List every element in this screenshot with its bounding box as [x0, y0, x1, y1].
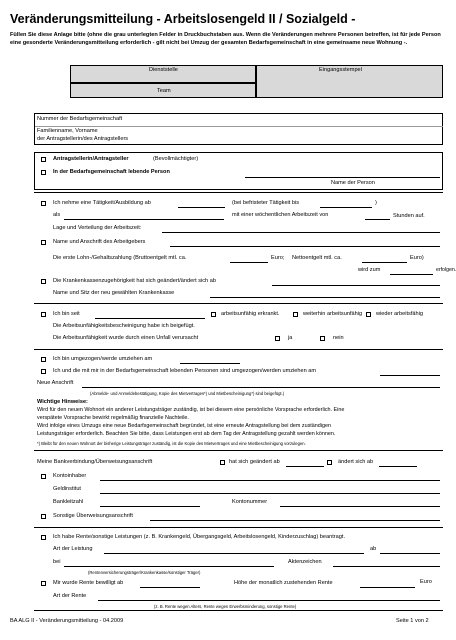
weiterhin-label: weiterhin arbeitsunfähig: [303, 311, 363, 317]
erkrankt-label: arbeitsunfähig erkrankt.: [221, 311, 280, 317]
art-rente-line[interactable]: [98, 600, 440, 601]
arbeitgeber-checkbox[interactable]: [41, 240, 46, 245]
kontonummer-line[interactable]: [280, 506, 440, 507]
weiterhin-checkbox[interactable]: [293, 312, 298, 317]
antragsteller-label: Antragstellerin/Antragsteller: [53, 156, 129, 162]
antragsteller-checkbox[interactable]: [41, 157, 46, 162]
umzug-alle-checkbox[interactable]: [41, 369, 46, 374]
arbeitszeit-label: mit einer wöchentlichen Arbeitszeit von: [232, 212, 329, 218]
bank-aendert-label: ändert sich ab: [338, 459, 374, 465]
stunden-label: Stunden auf.: [393, 213, 425, 219]
footer-page-number: Seite 1 von 2: [396, 618, 429, 624]
umzug-alle-label: Ich und die mit mir in der Bedarfsgemeinschaft lebenden Personen sind umgezogen/werden umziehen am: [53, 368, 317, 374]
rente-bewilligt-label: Mir wurde Rente bewilligt ab: [53, 580, 124, 586]
art-leistung-line[interactable]: [104, 553, 364, 554]
name-input[interactable]: [200, 126, 442, 144]
bei-label: bei: [53, 559, 61, 565]
eingangsstempel-label: Eingangsstempel: [319, 67, 362, 73]
sonstige-line[interactable]: [150, 520, 440, 521]
geldinstitut-label: Geldinstitut: [53, 486, 81, 492]
sonstige-label: Sonstige Überweisungsanschrift: [53, 513, 133, 519]
umzug-date-line[interactable]: [180, 363, 240, 364]
unfall-ja-checkbox[interactable]: [275, 336, 280, 341]
taetigkeit-checkbox[interactable]: [41, 201, 46, 206]
umzug-checkbox[interactable]: [41, 357, 46, 362]
blz-label: Bankleitzahl: [53, 499, 84, 505]
kontoinhaber-checkbox[interactable]: [41, 474, 46, 479]
bank-aendert-checkbox[interactable]: [327, 460, 332, 465]
bg-person-label: In der Bedarfsgemeinschaft lebende Person: [53, 169, 170, 175]
bg-number-label: Nummer der Bedarfsgemeinschaft: [37, 116, 123, 122]
bank-geaendert-checkbox[interactable]: [220, 460, 225, 465]
wird-zum-label: wird zum: [358, 267, 381, 273]
hoehe-label: Höhe der monatlich zustehenden Rente: [234, 580, 333, 586]
aktenzeichen-line[interactable]: [333, 566, 440, 567]
krank-checkbox[interactable]: [41, 312, 46, 317]
rente-bewilligt-checkbox[interactable]: [41, 581, 46, 586]
ab-line[interactable]: [380, 553, 440, 554]
hoehe-line[interactable]: [360, 587, 415, 588]
kasse-checkbox[interactable]: [41, 279, 46, 284]
unfall-label: Die Arbeitsunfähigkeit wurde durch einen Unfall verursacht: [53, 335, 199, 341]
rente-bewilligt-line[interactable]: [140, 587, 200, 588]
bescheinigung-label: Die Arbeitsunfähigkeitsbescheinigung habe ich beigefügt.: [53, 323, 195, 329]
bank-aendert-line[interactable]: [379, 466, 417, 467]
kontoinhaber-line[interactable]: [100, 480, 440, 481]
wieder-label: wieder arbeitsfähig: [376, 311, 423, 317]
umzug-label: Ich bin umgezogen/werde umziehen am: [53, 356, 153, 362]
kasse-name-label: Name und Sitz der neu gewählten Krankenkasse: [53, 290, 175, 296]
sonstige-checkbox[interactable]: [41, 514, 46, 519]
name-der-person-line[interactable]: [245, 177, 440, 178]
wird-zum-line[interactable]: [390, 274, 433, 275]
netto-label: Nettoentgelt mtl. ca.: [292, 255, 342, 261]
team-label: Team: [157, 88, 171, 94]
krank-date-line[interactable]: [95, 318, 205, 319]
blz-line[interactable]: [100, 506, 200, 507]
neue-anschrift-label: Neue Anschrift: [37, 380, 74, 386]
euro1-label: Euro;: [271, 255, 285, 261]
unfall-nein-label: nein: [333, 335, 344, 341]
dienststelle-field: [70, 65, 256, 83]
arbeitgeber-line[interactable]: [170, 246, 440, 247]
netto-line[interactable]: [362, 262, 407, 263]
ab-label: ab: [370, 546, 377, 552]
ich-bin-seit-label: Ich bin seit: [53, 311, 80, 317]
unfall-nein-checkbox[interactable]: [320, 336, 325, 341]
intro-text: Füllen Sie diese Anlage bitte (ohne die grau unterlegten Felder in Druckbuchstaben aus. Wenn die Veränderungen mehrere Personen betreffen, ist für jede Person eine gesonderte Veränderungsmitteilung erforderlich - gilt nicht bei Umzug der gesamten Bedarfsgemeinschaft in eine gemeinsame neue Wohnung -.: [10, 32, 441, 46]
dienststelle-label: Dienststelle: [149, 67, 178, 73]
lage-line[interactable]: [162, 232, 440, 233]
brutto-line[interactable]: [230, 262, 268, 263]
kasse-name-line[interactable]: [210, 297, 440, 298]
hinweis-line-2: verspätete Vorsprache bewirkt regelmäßig finanzielle Nachteile.: [37, 415, 189, 421]
name-label-2: der Antragstellerin/des Antragstellers: [37, 136, 129, 142]
neue-anschrift-line[interactable]: [82, 387, 440, 388]
geldinstitut-line[interactable]: [100, 493, 440, 494]
bg-person-checkbox[interactable]: [41, 170, 46, 175]
bank-title: Meine Bankverbindung/Überweisungsanschrift: [37, 459, 153, 465]
befristet-date-line[interactable]: [320, 207, 372, 208]
erkrankt-checkbox[interactable]: [211, 312, 216, 317]
euro2-label: Euro): [410, 255, 424, 261]
kontoinhaber-label: Kontoinhaber: [53, 473, 87, 479]
hinweise-title: Wichtige Hinweise:: [37, 399, 88, 405]
traeger-note: (Rentenversicherungsträger/Krankenkasse/sonstiger Träger): [88, 570, 201, 575]
als-line[interactable]: [64, 219, 224, 220]
unfall-ja-label: ja: [288, 335, 293, 341]
arbeitgeber-label: Name und Anschrift des Arbeitgebers: [53, 239, 146, 245]
lohn-label: Die erste Lohn-/Gehaltszahlung (Bruttoentgelt mtl. ca.: [53, 255, 187, 261]
wieder-checkbox[interactable]: [366, 312, 371, 317]
rente-hint: (z. B. Rente wegen Alters, Rente wegen Erwerbsminderung, sonstige Rente): [154, 604, 297, 609]
taetigkeit-label: Ich nehme eine Tätigkeit/Ausbildung ab: [53, 200, 151, 206]
aktenzeichen-label: Aktenzeichen: [288, 559, 322, 565]
hinweis-line-4: Leistungsträger erforderlich. Beachten Sie bitte, dass Leistungen erst ab dem Tag der Antragstellung gezahlt werden können.: [37, 431, 336, 437]
umzug-alle-date-line[interactable]: [380, 375, 440, 376]
page-title: Veränderungsmitteilung - Arbeitslosengeld II / Sozialgeld -: [10, 12, 356, 26]
lage-label: Lage und Verteilung der Arbeitszeit:: [53, 225, 142, 231]
name-label-1: Familienname, Vorname: [37, 128, 98, 134]
bg-number-input[interactable]: [200, 114, 442, 124]
als-label: als: [53, 212, 61, 218]
arbeitszeit-line[interactable]: [365, 219, 390, 220]
art-rente-label: Art der Rente: [53, 593, 87, 599]
bank-geaendert-label: hat sich geändert ab: [229, 459, 280, 465]
rente-beantragt-checkbox[interactable]: [41, 535, 46, 540]
befristet-close: ): [375, 200, 377, 206]
hinweis-line-1: Wird für den neuen Wohnort ein anderer Leistungsträger zuständig, ist bei diesem eine persönliche Vorsprache erforderlich. Eine: [37, 407, 345, 413]
abmelde-note: (Abmelde- und Anmeldebestätigung, Kopie des Mietvertrages*) und Mietbescheinigung*) sind beigefügt.): [90, 391, 285, 396]
bank-geaendert-line[interactable]: [286, 466, 324, 467]
euro-label: Euro: [420, 579, 432, 585]
bei-line[interactable]: [64, 566, 274, 567]
kasse-change-label: Die Krankenkassenzugehörigkeit hat sich geändert/ändert sich ab: [53, 278, 216, 284]
team-field: [70, 83, 256, 98]
taetigkeit-date-line[interactable]: [178, 207, 225, 208]
name-der-person-label: Name der Person: [331, 180, 375, 186]
kontonummer-label: Kontonummer: [232, 499, 268, 505]
hinweis-line-3: Wird infolge eines Umzugs eine neue Bedarfsgemeinschaft begründet, ist eine erneute Antragstellung bei dem zuständigen: [37, 423, 331, 429]
rente-beantragt-label: Ich habe Rente/sonstige Leistungen (z. B. Krankengeld, Übergangsgeld, Arbeitslosengeld, Kinderzuschlag) beantragt.: [53, 534, 345, 540]
bevollmaechtigter-label: (Bevollmächtigter): [153, 156, 199, 162]
hinweis-line-5: *) Bleibt für den neuen Wohnort der bisherige Leistungsträger zuständig, ist die Kopie des Mietvertrages und eine Mietbescheinigung vorzulegen.: [37, 441, 306, 446]
footer-form-id: BA ALG II - Veränderungsmitteilung - 04.2009: [10, 618, 124, 624]
befristet-label: (bei befristeter Tätigkeit bis: [232, 200, 300, 206]
kasse-date-line[interactable]: [272, 285, 440, 286]
erfolgen-label: erfolgen.: [436, 267, 456, 273]
art-leistung-label: Art der Leistung: [53, 546, 93, 552]
eingangsstempel-field: [256, 65, 443, 98]
